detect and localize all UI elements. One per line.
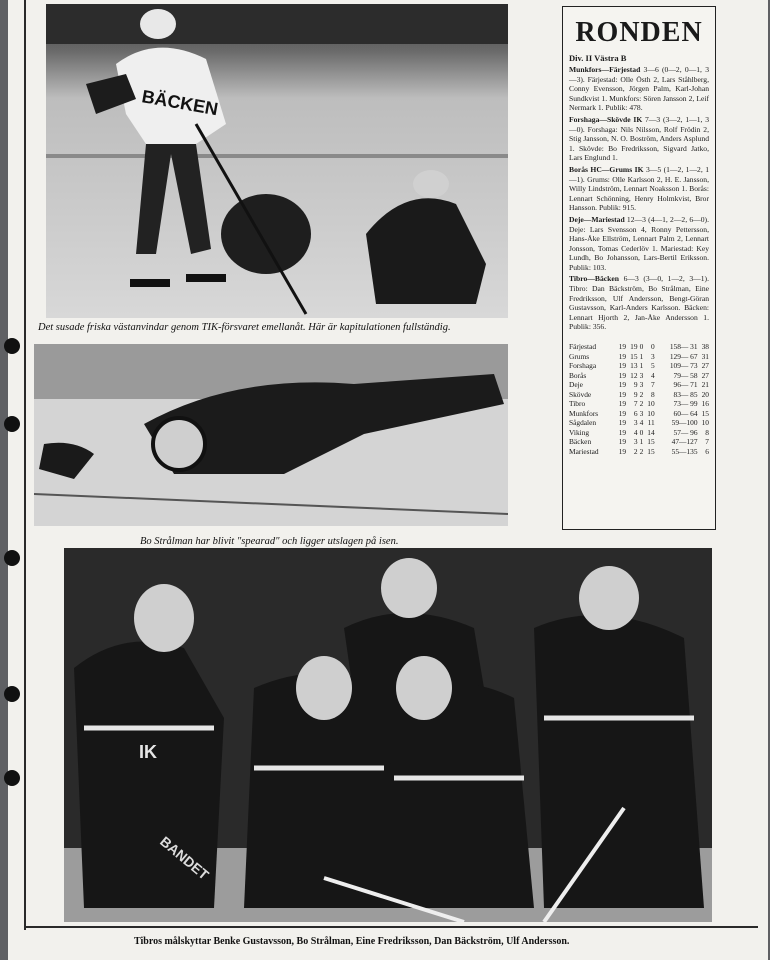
standings-pts: 20 (701, 389, 709, 399)
standings-gp: 19 (618, 361, 627, 371)
binder-hole (4, 770, 20, 786)
photo-middle (34, 344, 508, 526)
standings-goals: 60— 64 (673, 408, 698, 418)
standings-gp: 19 (618, 351, 627, 361)
standings-w: 3 (633, 437, 638, 447)
standings-goals: 73— 99 (673, 399, 698, 409)
standings-l: 0 (650, 342, 655, 352)
match-result (569, 165, 709, 213)
standings-goals: 57— 96 (673, 427, 698, 437)
match-details: 6—3 (3—0, 1—2, 3—1). Tibro: Dan Bäckström, Bo Strålman, Eine Fredriksson, Ulf Andersson, Bengt-Göran Gustavsson, Karl-Anders Karlsson. Bäcken: Lennart Hjorth 2, Jan-Åke Andersson 1. Publik: 356. (569, 274, 709, 332)
standings-goals: 109— 73 (669, 361, 698, 371)
standings-goals: 129— 67 (669, 351, 698, 361)
standings-gp: 19 (618, 418, 627, 428)
standings-w: 13 (630, 361, 638, 371)
standings-w: 15 (630, 351, 638, 361)
match-result (569, 215, 709, 273)
standings-goals: 83— 85 (673, 389, 698, 399)
standings-l: 15 (647, 446, 655, 456)
standings-team: Forshaga (569, 361, 597, 371)
standings-team: Skövde (569, 389, 592, 399)
standings-gp: 19 (618, 437, 627, 447)
standings-l: 11 (647, 418, 655, 428)
binder-hole (4, 550, 20, 566)
photo-top-caption: Det susade friska västanvindar genom TIK-försvaret emellanåt. Här är kapitulationen fullständig. (38, 322, 451, 333)
crest-text: IK (139, 742, 157, 762)
standings-team: Bäcken (569, 437, 592, 447)
standings-w: 2 (633, 446, 638, 456)
standings-d: 1 (639, 361, 644, 371)
photo-top (46, 4, 508, 318)
standings-team: Grums (569, 351, 590, 361)
ronden-title: RONDEN (575, 17, 703, 48)
standings-d: 2 (639, 446, 644, 456)
standings-gp: 19 (618, 370, 627, 380)
standings-gp: 19 (618, 342, 627, 352)
standings-w: 9 (633, 380, 638, 390)
match-details: 3—6 (0—2, 0—1, 3—3). Färjestad: Olle Östh 2, Lars Ståhlberg, Conny Evensson, Jörgen Palm, Karl-Johan Sundkvist 1. Munkfors: Sören Jansson 2, Leif Nermark 1. Publik: 478. (569, 65, 709, 113)
page-border-left (24, 0, 26, 930)
standings-goals: 55—135 (671, 446, 698, 456)
standings-team: Färjestad (569, 342, 597, 352)
ronden-box (562, 6, 716, 530)
standings-pts: 8 (705, 427, 709, 437)
match-result (569, 65, 709, 113)
standings-team: Viking (569, 427, 590, 437)
binder-hole (4, 416, 20, 432)
photo-middle-caption: Bo Strålman har blivit "spearad" och ligger utslagen på isen. (140, 536, 399, 547)
binder-hole (4, 686, 20, 702)
standings-row (569, 361, 709, 371)
standings-row (569, 437, 709, 447)
standings-d: 4 (639, 418, 644, 428)
standings-row (569, 342, 709, 352)
standings-l: 5 (650, 361, 655, 371)
standings-d: 1 (639, 351, 644, 361)
stick-text: BANDET (157, 833, 213, 883)
standings-w: 12 (630, 370, 638, 380)
standings-row (569, 428, 709, 438)
standings-d: 0 (639, 427, 644, 437)
standings-pts: 21 (701, 380, 709, 390)
standings-team: Munkfors (569, 408, 599, 418)
standings-gp: 19 (618, 446, 627, 456)
standings-l: 15 (647, 437, 655, 447)
match-teams: Tibro—Bäcken (569, 274, 619, 284)
standings-w: 4 (633, 427, 638, 437)
standings-team: Deje (569, 380, 583, 390)
standings-w: 6 (633, 408, 638, 418)
standings-d: 1 (639, 437, 644, 447)
photo-bottom (64, 548, 712, 922)
standings-l: 7 (650, 380, 655, 390)
binder-hole (4, 338, 20, 354)
standings-pts: 31 (701, 351, 709, 361)
standings-pts: 27 (701, 361, 709, 371)
standings-l: 3 (650, 351, 655, 361)
standings-gp: 19 (618, 380, 627, 390)
standings-team: Tibro (569, 399, 586, 409)
standings-pts: 38 (701, 342, 709, 352)
standings-l: 4 (650, 370, 655, 380)
standings-pts: 7 (705, 437, 709, 447)
standings-row (569, 409, 709, 419)
standings-row (569, 380, 709, 390)
standings-d: 3 (639, 408, 644, 418)
match-details: 7—3 (3—2, 1—1, 3—0). Forshaga: Nils Nilsson, Rolf Frödin 2, Stig Jansson, N. O. Boström, Anders Asplund 1. Skövde: Bo Fredriksson, Sigvard Jatko, Lars Englund 1. (569, 114, 709, 163)
standings-pts: 16 (701, 399, 709, 409)
match-details: 12—3 (4—1, 2—2, 6—0). Deje: Lars Svensson 4, Ronny Pettersson, Hans-Åke Ellström, Lennart Palm 2, Lennart Jonsson, Tomas Cederlöv 1. Mariestad: Key Lundh, Bo Johansson, Lars-Bertil Eriksson. Publik: 103. (569, 214, 709, 272)
standings-w: 19 (630, 342, 638, 352)
standings-w: 9 (633, 389, 638, 399)
results-list (569, 65, 709, 332)
match-teams: Forshaga—Skövde IK (569, 114, 643, 124)
standings-team: Borås (569, 370, 587, 380)
standings-d: 3 (639, 380, 644, 390)
standings-row (569, 390, 709, 400)
standings-row (569, 418, 709, 428)
standings-d: 0 (639, 342, 644, 352)
standings-gp: 19 (618, 389, 627, 399)
match-details: 3—5 (1—2, 1—2, 1—1). Grums: Olle Karlsson 2, H. E. Jansson, Willy Lindström, Lennart Noaksson 1. Borås: Lennart Schönning, Henry Holmkvist, Bror Hansson. Publik: 915. (569, 164, 709, 213)
standings-pts: 6 (705, 446, 709, 456)
standings-d: 3 (639, 370, 644, 380)
standings-l: 14 (647, 427, 655, 437)
standings-gp: 19 (618, 427, 627, 437)
standings-goals: 59—100 (671, 418, 698, 428)
standings-d: 2 (639, 399, 644, 409)
standings-l: 10 (647, 399, 655, 409)
standings-table (569, 342, 709, 456)
standings-gp: 19 (618, 399, 627, 409)
jersey-text: BÄCKEN (140, 86, 220, 120)
match-result (569, 115, 709, 163)
division-heading: Div. II Västra B (569, 53, 627, 63)
standings-w: 3 (633, 418, 638, 428)
standings-d: 2 (639, 389, 644, 399)
standings-goals: 47—127 (671, 437, 698, 447)
standings-row (569, 447, 709, 457)
standings-gp: 19 (618, 408, 627, 418)
standings-row (569, 352, 709, 362)
standings-team: Mariestad (569, 446, 599, 456)
scrapbook-page (8, 0, 768, 960)
standings-w: 7 (633, 399, 638, 409)
match-result (569, 274, 709, 332)
standings-pts: 10 (701, 418, 709, 428)
match-teams: Munkfors—Färjestad (569, 65, 641, 74)
standings-team: Sågdalen (569, 418, 597, 428)
standings-row (569, 371, 709, 381)
standings-row (569, 399, 709, 409)
standings-goals: 158— 31 (669, 342, 698, 352)
page-border-bottom (24, 926, 758, 928)
standings-l: 10 (647, 408, 655, 418)
match-teams: Borås HC—Grums IK (569, 164, 644, 174)
standings-l: 8 (650, 389, 655, 399)
photo-bottom-caption: Tibros målskyttar Benke Gustavsson, Bo Strålman, Eine Fredriksson, Dan Bäckström, Ulf Andersson. (134, 936, 570, 947)
standings-pts: 15 (701, 408, 709, 418)
standings-pts: 27 (701, 370, 709, 380)
standings-goals: 79— 58 (673, 370, 698, 380)
standings-goals: 96— 71 (673, 380, 698, 390)
match-teams: Deje—Mariestad (569, 214, 625, 224)
